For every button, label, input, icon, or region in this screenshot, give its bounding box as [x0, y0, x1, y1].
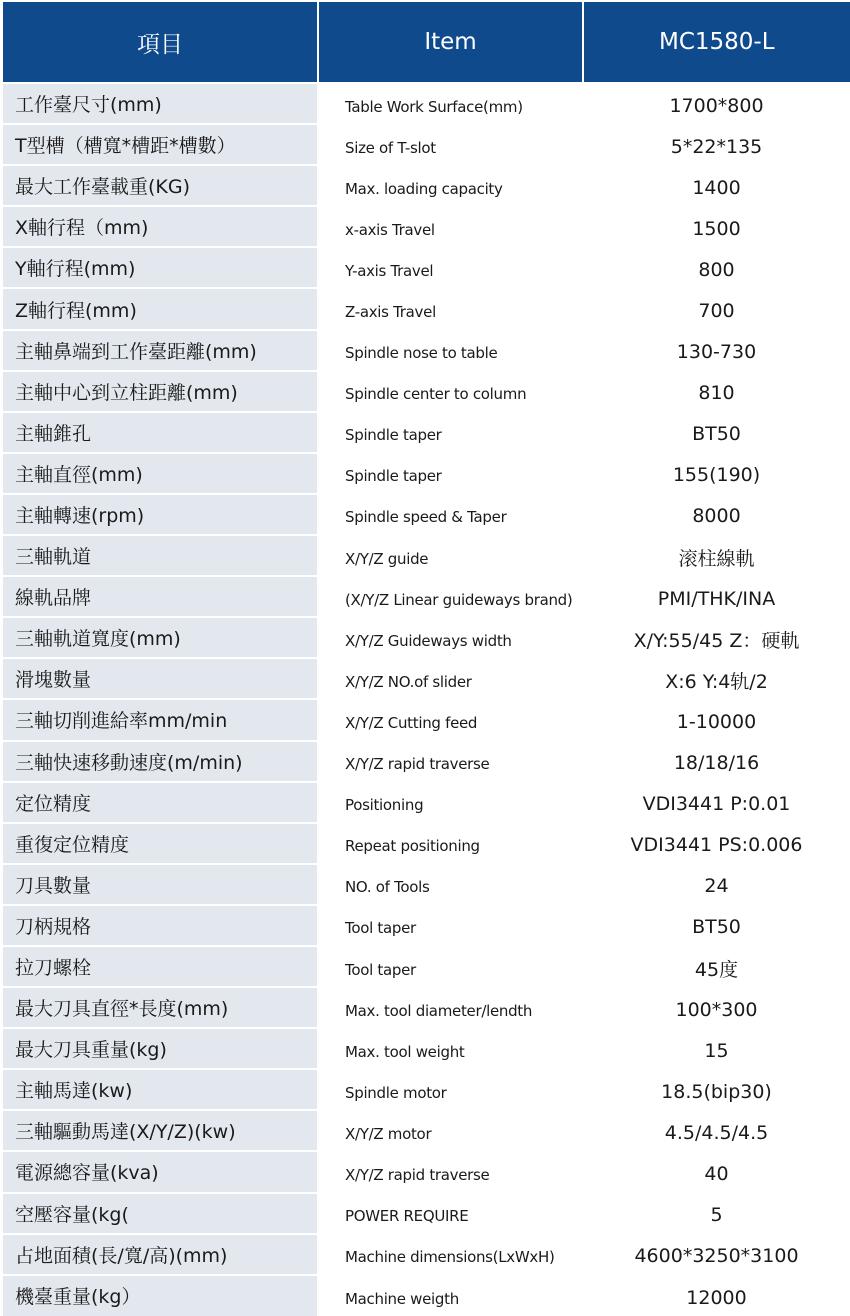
table-row: [2, 247, 850, 288]
spec-name-chinese: 最大刀具直徑*長度(mm): [2, 987, 318, 1028]
table-row: [2, 946, 850, 987]
table-row: [2, 412, 850, 453]
spec-value: 1-10000: [583, 699, 850, 740]
spec-table: [1, 0, 850, 1316]
spec-name-chinese: 主軸鼻端到工作臺距離(mm): [2, 330, 318, 371]
spec-name-english: X/Y/Z Cutting feed: [318, 699, 583, 740]
spec-name-chinese: 主軸直徑(mm): [2, 453, 318, 494]
spec-value: 1500: [583, 206, 850, 247]
table-row: [2, 124, 850, 165]
spec-value: 5*22*135: [583, 124, 850, 165]
table-row: [2, 1193, 850, 1234]
spec-name-chinese: 三軸快速移動速度(m/min): [2, 741, 318, 782]
spec-value: VDI3441 P:0.01: [583, 782, 850, 823]
spec-value: 18.5(bip30): [583, 1069, 850, 1110]
table-row: [2, 1275, 850, 1316]
spec-name-chinese: 電源總容量(kva): [2, 1151, 318, 1192]
spec-name-chinese: 線軌品牌: [2, 576, 318, 617]
table-row: [2, 288, 850, 329]
spec-value: BT50: [583, 412, 850, 453]
spec-name-chinese: 三軸軌道寬度(mm): [2, 617, 318, 658]
table-row: [2, 905, 850, 946]
spec-name-english: X/Y/Z NO.of slider: [318, 658, 583, 699]
spec-name-chinese: 滑塊數量: [2, 658, 318, 699]
spec-value: 130-730: [583, 330, 850, 371]
spec-value: 15: [583, 1028, 850, 1069]
table-row: [2, 165, 850, 206]
spec-name-english: Max. loading capacity: [318, 165, 583, 206]
spec-name-english: Spindle taper: [318, 453, 583, 494]
spec-value: 4600*3250*3100: [583, 1234, 850, 1275]
header-chinese-item: 項目: [2, 1, 318, 83]
table-row: [2, 330, 850, 371]
spec-name-english: (X/Y/Z Linear guideways brand): [318, 576, 583, 617]
spec-name-chinese: X軸行程（mm): [2, 206, 318, 247]
spec-value: 800: [583, 247, 850, 288]
table-row: [2, 494, 850, 535]
spec-value: PMI/THK/INA: [583, 576, 850, 617]
spec-value: 1400: [583, 165, 850, 206]
spec-name-english: Positioning: [318, 782, 583, 823]
spec-value: 45度: [583, 946, 850, 987]
spec-name-english: Repeat positioning: [318, 823, 583, 864]
spec-value: 5: [583, 1193, 850, 1234]
spec-name-english: Spindle center to column: [318, 371, 583, 412]
spec-value: 700: [583, 288, 850, 329]
table-row: [2, 741, 850, 782]
spec-name-english: Machine dimensions(LxWxH): [318, 1234, 583, 1275]
table-row: [2, 823, 850, 864]
spec-name-english: Z-axis Travel: [318, 288, 583, 329]
table-row: [2, 1151, 850, 1192]
spec-name-chinese: 機臺重量(kg）: [2, 1275, 318, 1316]
spec-value: 18/18/16: [583, 741, 850, 782]
spec-value: 1700*800: [583, 83, 850, 124]
spec-name-chinese: 占地面積(長/寬/高)(mm): [2, 1234, 318, 1275]
table-row: [2, 987, 850, 1028]
spec-name-english: Table Work Surface(mm): [318, 83, 583, 124]
spec-name-english: Max. tool diameter/lendth: [318, 987, 583, 1028]
spec-name-english: x-axis Travel: [318, 206, 583, 247]
spec-name-chinese: 三軸軌道: [2, 535, 318, 576]
spec-value: 810: [583, 371, 850, 412]
spec-name-english: Tool taper: [318, 905, 583, 946]
spec-name-chinese: 主軸轉速(rpm): [2, 494, 318, 535]
table-row: [2, 1069, 850, 1110]
spec-value: X:6 Y:4轨/2: [583, 658, 850, 699]
table-header-row: [2, 1, 850, 83]
spec-name-chinese: 主軸中心到立柱距離(mm): [2, 371, 318, 412]
spec-table-body: [2, 83, 850, 1316]
spec-name-english: X/Y/Z rapid traverse: [318, 1151, 583, 1192]
spec-value: 155(190): [583, 453, 850, 494]
spec-name-english: Spindle nose to table: [318, 330, 583, 371]
spec-name-chinese: 定位精度: [2, 782, 318, 823]
spec-value: 100*300: [583, 987, 850, 1028]
spec-name-chinese: T型槽（槽寬*槽距*槽數）: [2, 124, 318, 165]
table-row: [2, 699, 850, 740]
spec-name-english: Size of T-slot: [318, 124, 583, 165]
spec-name-chinese: 重復定位精度: [2, 823, 318, 864]
table-row: [2, 617, 850, 658]
table-row: [2, 371, 850, 412]
spec-name-english: X/Y/Z Guideways width: [318, 617, 583, 658]
spec-name-chinese: 主軸錐孔: [2, 412, 318, 453]
spec-value: 8000: [583, 494, 850, 535]
spec-name-chinese: 主軸馬達(kw): [2, 1069, 318, 1110]
spec-name-english: X/Y/Z rapid traverse: [318, 741, 583, 782]
spec-name-english: Spindle motor: [318, 1069, 583, 1110]
header-english-item: Item: [318, 1, 583, 83]
spec-name-chinese: 工作臺尺寸(mm): [2, 83, 318, 124]
table-row: [2, 864, 850, 905]
spec-name-chinese: 三軸切削進給率mm/min: [2, 699, 318, 740]
spec-name-chinese: 最大刀具重量(kg): [2, 1028, 318, 1069]
table-row: [2, 535, 850, 576]
spec-value: 滚柱線軌: [583, 535, 850, 576]
header-model: MC1580-L: [583, 1, 850, 83]
spec-name-english: X/Y/Z guide: [318, 535, 583, 576]
spec-name-chinese: 三軸驅動馬達(X/Y/Z)(kw): [2, 1110, 318, 1151]
spec-name-english: Max. tool weight: [318, 1028, 583, 1069]
spec-name-english: Spindle speed & Taper: [318, 494, 583, 535]
spec-name-chinese: 最大工作臺載重(KG): [2, 165, 318, 206]
spec-name-chinese: Y軸行程(mm): [2, 247, 318, 288]
spec-value: 24: [583, 864, 850, 905]
table-row: [2, 206, 850, 247]
table-row: [2, 453, 850, 494]
spec-name-chinese: 刀具數量: [2, 864, 318, 905]
table-row: [2, 1234, 850, 1275]
spec-value: BT50: [583, 905, 850, 946]
spec-value: 12000: [583, 1275, 850, 1316]
spec-value: 40: [583, 1151, 850, 1192]
spec-name-chinese: 空壓容量(kg(: [2, 1193, 318, 1234]
spec-name-english: X/Y/Z motor: [318, 1110, 583, 1151]
spec-name-chinese: 刀柄規格: [2, 905, 318, 946]
spec-name-english: Spindle taper: [318, 412, 583, 453]
spec-value: X/Y:55/45 Z：硬軌: [583, 617, 850, 658]
spec-name-english: Machine weigth: [318, 1275, 583, 1316]
table-row: [2, 83, 850, 124]
table-row: [2, 1028, 850, 1069]
table-row: [2, 576, 850, 617]
spec-name-english: Tool taper: [318, 946, 583, 987]
table-row: [2, 658, 850, 699]
spec-value: VDI3441 PS:0.006: [583, 823, 850, 864]
spec-value: 4.5/4.5/4.5: [583, 1110, 850, 1151]
table-row: [2, 1110, 850, 1151]
table-row: [2, 782, 850, 823]
spec-name-english: POWER REQUIRE: [318, 1193, 583, 1234]
spec-name-english: Y-axis Travel: [318, 247, 583, 288]
spec-name-chinese: Z軸行程(mm): [2, 288, 318, 329]
spec-name-chinese: 拉刀螺栓: [2, 946, 318, 987]
spec-name-english: NO. of Tools: [318, 864, 583, 905]
